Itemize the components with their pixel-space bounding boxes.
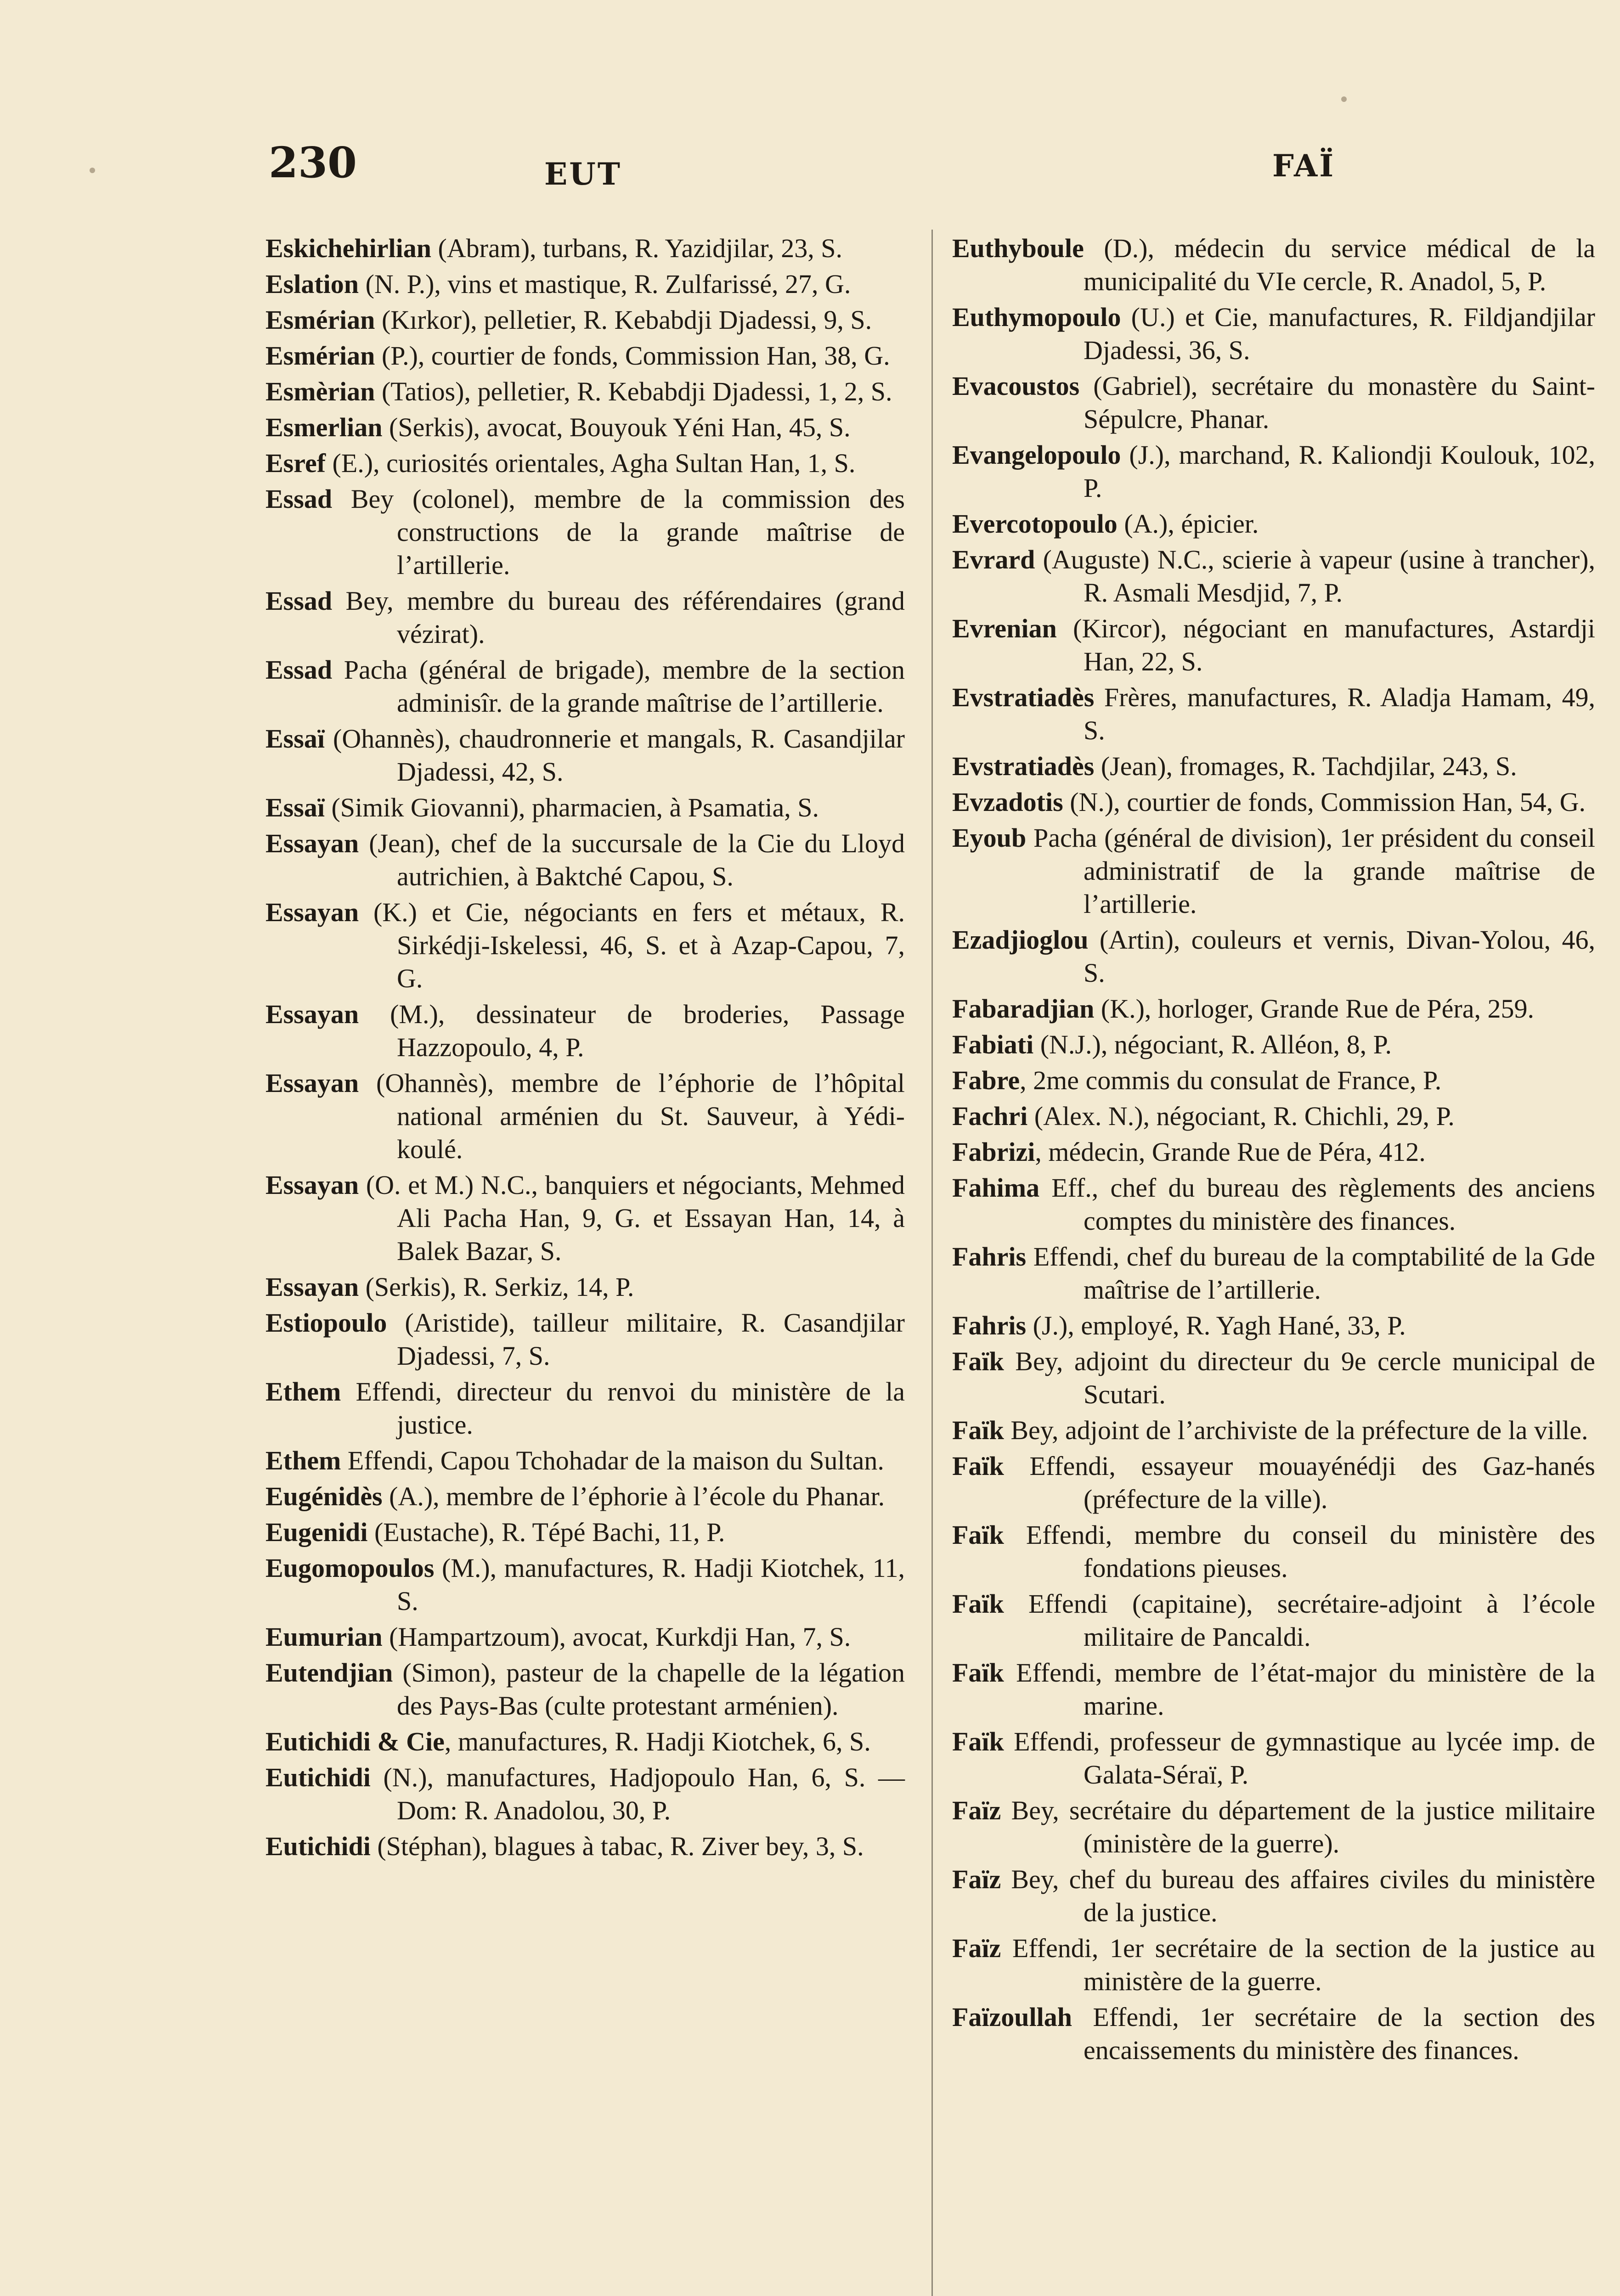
directory-entry: [265, 791, 905, 824]
entry-details: Bey, chef du bureau des affaires civiles du ministère de la justice.: [1001, 1864, 1595, 1927]
entry-name: Fahris: [952, 1311, 1027, 1340]
directory-entry: [952, 1863, 1595, 1929]
directory-entry: [952, 992, 1595, 1025]
entry-name: Essad: [265, 586, 333, 616]
directory-entry: [265, 447, 905, 480]
entry-name: Fahima: [952, 1173, 1040, 1203]
entry-name: Eutichidi: [265, 1762, 371, 1792]
directory-entry: [952, 923, 1595, 990]
directory-entry: [952, 1587, 1595, 1654]
entry-name: Faïk: [952, 1727, 1004, 1756]
entry-name: Euthyboule: [952, 233, 1084, 263]
entry-name: Ethem: [265, 1446, 341, 1475]
directory-entry: [952, 1725, 1595, 1791]
entry-name: Fachri: [952, 1101, 1028, 1131]
entry-details: (Simon), pasteur de la chapelle de la légation des Pays-Bas (culte protestant arménien).: [393, 1658, 905, 1721]
directory-entry: [265, 998, 905, 1064]
directory-entry: [265, 1761, 905, 1827]
entry-details: (O. et M.) N.C., banquiers et négociants, Mehmed Ali Pacha Han, 9, G. et Essayan Han, 14, à Balek Bazar, S.: [359, 1170, 905, 1266]
directory-entry: [265, 304, 905, 337]
entry-name: Ethem: [265, 1377, 341, 1407]
entry-details: (Aristide), tailleur militaire, R. Casandjilar Djadessi, 7, S.: [387, 1308, 905, 1371]
directory-entry: [952, 1519, 1595, 1585]
directory-entry: [952, 507, 1595, 540]
entry-details: (Simik Giovanni), pharmacien, à Psamatia, S.: [324, 793, 819, 822]
directory-entry: [952, 2001, 1595, 2067]
entry-details: (Ohannès), membre de l’éphorie de l’hôpital national arménien du St. Sauveur, à Yédi-koulé.: [359, 1068, 905, 1164]
directory-entry: [952, 1171, 1595, 1238]
entry-name: Fahris: [952, 1242, 1027, 1272]
entry-name: Faïk: [952, 1658, 1004, 1688]
directory-entry: [952, 439, 1595, 505]
entry-details: Eff., chef du bureau des règlements des anciens comptes du ministère des finances.: [1039, 1173, 1595, 1236]
directory-entry: [952, 750, 1595, 783]
entry-details: (Hampartzoum), avocat, Kurkdji Han, 7, S.: [382, 1622, 851, 1652]
entry-name: Essayan: [265, 1170, 359, 1200]
entry-name: Faïzoullah: [952, 2002, 1072, 2032]
entry-details: (Kırkor), pelletier, R. Kebabdji Djadessi, 9, S.: [375, 305, 872, 335]
entry-name: Eyoub: [952, 823, 1027, 853]
left-column: [265, 232, 905, 1866]
directory-entry: [265, 1830, 905, 1863]
entry-name: Essad: [265, 484, 333, 514]
entry-name: Faïk: [952, 1451, 1004, 1481]
entry-name: Essayan: [265, 999, 359, 1029]
directory-entry: [265, 653, 905, 720]
entry-details: Effendi, membre du conseil du ministère des fondations pieuses.: [1004, 1520, 1595, 1583]
entry-details: (J.), employé, R. Yagh Hané, 33, P.: [1026, 1311, 1406, 1340]
entry-name: Eutendjian: [265, 1658, 393, 1688]
entry-name: Ezadjioglou: [952, 925, 1089, 955]
speck: [90, 168, 95, 173]
entry-details: (N.J.), négociant, R. Alléon, 8, P.: [1033, 1030, 1392, 1059]
directory-entry: [265, 722, 905, 788]
directory-entry: [265, 268, 905, 301]
entry-name: Fabrizi: [952, 1137, 1035, 1167]
entry-name: Essayan: [265, 1068, 359, 1098]
entry-name: Eutichidi & Cie: [265, 1727, 445, 1756]
directory-entry: [952, 232, 1595, 298]
entry-details: , 2me commis du consulat de France, P.: [1020, 1065, 1442, 1095]
directory-entry: [952, 822, 1595, 921]
directory-entry: [265, 1444, 905, 1477]
entry-details: (A.), épicier.: [1117, 509, 1259, 539]
directory-entry: [265, 1169, 905, 1268]
directory-entry: [952, 1414, 1595, 1447]
directory-entry: [952, 681, 1595, 747]
entry-details: (A.), membre de l’éphorie à l’école du Phanar.: [382, 1481, 885, 1511]
directory-entry: [265, 585, 905, 651]
page-number: 230: [269, 138, 357, 187]
left-running-head: EUT: [544, 156, 622, 192]
directory-entry: [265, 1725, 905, 1758]
entry-details: (J.), marchand, R. Kaliondji Koulouk, 102, P.: [1084, 440, 1595, 503]
directory-entry: [265, 1480, 905, 1513]
entry-details: (N. P.), vins et mastique, R. Zulfarissé, 27, G.: [359, 269, 851, 299]
directory-entry: [265, 1306, 905, 1373]
entry-details: Frères, manufactures, R. Aladja Hamam, 49, S.: [1084, 682, 1595, 745]
entry-details: Effendi, 1er secrétaire de la section des encaissements du ministère des finances.: [1072, 2002, 1595, 2065]
directory-entry: [952, 301, 1595, 367]
entry-name: Euthymopoulo: [952, 302, 1121, 332]
entry-name: Esmerlian: [265, 412, 383, 442]
column-divider: [931, 230, 933, 2296]
directory-entry: [952, 1064, 1595, 1097]
entry-name: Eskichehirlian: [265, 233, 431, 263]
entry-name: Essayan: [265, 897, 359, 927]
entry-name: Essayan: [265, 828, 359, 858]
entry-name: Evangelopoulo: [952, 440, 1121, 470]
page-header: [269, 138, 1620, 202]
directory-entry: [952, 1345, 1595, 1411]
directory-entry: [265, 1621, 905, 1654]
entry-name: Evrenian: [952, 613, 1057, 643]
directory-entry: [952, 1136, 1595, 1169]
directory-entry: [265, 1552, 905, 1618]
entry-details: (P.), courtier de fonds, Commission Han, 38, G.: [375, 341, 890, 371]
entry-details: Bey (colonel), membre de la commission des constructions de la grande maîtrise de l’artillerie.: [332, 484, 905, 580]
entry-details: (M.), dessinateur de broderies, Passage Hazzopoulo, 4, P.: [359, 999, 905, 1062]
directory-entry: [265, 896, 905, 995]
entry-details: Effendi, professeur de gymnastique au lycée imp. de Galata-Séraï, P.: [1004, 1727, 1595, 1790]
entry-name: Evstratiadès: [952, 682, 1095, 712]
entry-details: , médecin, Grande Rue de Péra, 412.: [1035, 1137, 1426, 1167]
entry-name: Eugénidès: [265, 1481, 383, 1511]
speck: [1341, 96, 1347, 102]
directory-entry: [265, 339, 905, 372]
entry-details: (Serkis), R. Serkiz, 14, P.: [359, 1272, 634, 1302]
entry-details: (M.), manufactures, R. Hadji Kiotchek, 11, S.: [397, 1553, 905, 1616]
entry-name: Faïz: [952, 1933, 1001, 1963]
directory-entry: [265, 483, 905, 582]
entry-name: Faïk: [952, 1415, 1004, 1445]
entry-details: Effendi, directeur du renvoi du ministère de la justice.: [341, 1377, 905, 1440]
entry-name: Esmèrian: [265, 377, 375, 406]
directory-entry: [952, 1309, 1595, 1342]
directory-entry: [952, 1794, 1595, 1860]
directory-entry: [952, 543, 1595, 609]
entry-name: Esmérian: [265, 341, 375, 371]
directory-entry: [265, 411, 905, 444]
entry-details: (K.) et Cie, négociants en fers et métaux, R. Sirkédji-Iskelessi, 46, S. et à Azap-Capou, 7, G.: [359, 897, 905, 993]
entry-name: Estiopoulo: [265, 1308, 387, 1338]
entry-name: Faïk: [952, 1346, 1004, 1376]
entry-name: Evzadotis: [952, 787, 1063, 817]
entry-name: Essayan: [265, 1272, 359, 1302]
entry-details: (K.), horloger, Grande Rue de Péra, 259.: [1094, 994, 1534, 1024]
entry-details: (U.) et Cie, manufactures, R. Fildjandjilar Djadessi, 36, S.: [1084, 302, 1595, 365]
entry-details: (D.), médecin du service médical de la municipalité du VIe cercle, R. Anadol, 5, P.: [1084, 233, 1595, 296]
entry-details: Pacha (général de division), 1er président du conseil administratif de la grande maîtrise de l’artillerie.: [1026, 823, 1595, 919]
entry-name: Eugenidi: [265, 1517, 368, 1547]
directory-entry: [952, 786, 1595, 819]
entry-name: Eslation: [265, 269, 359, 299]
directory-entry: [952, 1656, 1595, 1722]
entry-details: (Jean), chef de la succursale de la Cie du Lloyd autrichien, à Baktché Capou, S.: [359, 828, 905, 891]
directory-entry: [265, 1375, 905, 1441]
entry-name: Faïk: [952, 1589, 1004, 1619]
entry-details: (Ohannès), chaudronnerie et mangals, R. Casandjilar Djadessi, 42, S.: [324, 724, 905, 787]
entry-details: Pacha (général de brigade), membre de la section adminisîr. de la grande maîtrise de l’artillerie.: [332, 655, 905, 718]
entry-details: Bey, membre du bureau des référendaires (grand vézirat).: [332, 586, 905, 649]
entry-name: Faïz: [952, 1795, 1001, 1825]
directory-entry: [952, 1028, 1595, 1061]
entry-details: Effendi, essayeur mouayénédji des Gaz-hanés (préfecture de la ville).: [1004, 1451, 1595, 1514]
entry-details: (Tatios), pelletier, R. Kebabdji Djadessi, 1, 2, S.: [375, 377, 892, 406]
entry-name: Essaï: [265, 793, 325, 822]
entry-details: (Auguste) N.C., scierie à vapeur (usine à trancher), R. Asmali Mesdjid, 7, P.: [1035, 545, 1595, 608]
directory-entry: [952, 1240, 1595, 1306]
entry-details: (E.), curiosités orientales, Agha Sultan Han, 1, S.: [326, 448, 856, 478]
entry-name: Esref: [265, 448, 326, 478]
entry-name: Evstratiadès: [952, 751, 1095, 781]
entry-details: (Alex. N.), négociant, R. Chichli, 29, P.: [1027, 1101, 1455, 1131]
entry-name: Esmérian: [265, 305, 375, 335]
directory-entry: [265, 1656, 905, 1722]
entry-details: (N.), manufactures, Hadjopoulo Han, 6, S. — Dom: R. Anadolou, 30, P.: [370, 1762, 905, 1825]
entry-details: (Serkis), avocat, Bouyouk Yéni Han, 45, S.: [382, 412, 851, 442]
directory-entry: [952, 1100, 1595, 1133]
directory-entry: [265, 827, 905, 893]
right-column: [952, 232, 1595, 2070]
entry-name: Evacoustos: [952, 371, 1080, 401]
entry-details: (Kircor), négociant en manufactures, Astardji Han, 22, S.: [1056, 613, 1595, 676]
entry-name: Essaï: [265, 724, 325, 754]
entry-name: Faïz: [952, 1864, 1001, 1894]
entry-details: Bey, adjoint de l’archiviste de la préfecture de la ville.: [1004, 1415, 1588, 1445]
entry-name: Fabre: [952, 1065, 1020, 1095]
directory-entry: [952, 1450, 1595, 1516]
entry-name: Evercotopoulo: [952, 509, 1118, 539]
entry-details: (Eustache), R. Tépé Bachi, 11, P.: [367, 1517, 725, 1547]
directory-entry: [265, 232, 905, 265]
entry-details: Bey, secrétaire du département de la justice militaire (ministère de la guerre).: [1001, 1795, 1595, 1858]
directory-entry: [952, 612, 1595, 678]
entry-details: (Stéphan), blagues à tabac, R. Ziver bey, 3, S.: [370, 1831, 864, 1861]
entry-details: (Jean), fromages, R. Tachdjilar, 243, S.: [1094, 751, 1517, 781]
entry-details: Bey, adjoint du directeur du 9e cercle municipal de Scutari.: [1004, 1346, 1595, 1409]
entry-name: Faïk: [952, 1520, 1004, 1550]
directory-entry: [265, 1516, 905, 1549]
directory-entry: [265, 1271, 905, 1304]
entry-details: Effendi (capitaine), secrétaire-adjoint à l’école militaire de Pancaldi.: [1004, 1589, 1595, 1652]
entry-name: Eugomopoulos: [265, 1553, 435, 1583]
entry-details: , manufactures, R. Hadji Kiotchek, 6, S.: [444, 1727, 871, 1756]
entry-details: Effendi, chef du bureau de la comptabilité de la Gde maîtrise de l’artillerie.: [1026, 1242, 1595, 1305]
entry-name: Eutichidi: [265, 1831, 371, 1861]
entry-name: Fabiati: [952, 1030, 1034, 1059]
entry-details: (N.), courtier de fonds, Commission Han, 54, G.: [1063, 787, 1586, 817]
entry-name: Evrard: [952, 545, 1035, 574]
directory-entry: [952, 370, 1595, 436]
directory-entry: [265, 375, 905, 408]
right-running-head: FAÏ: [1272, 148, 1336, 184]
entry-name: Essad: [265, 655, 333, 685]
entry-details: (Artin), couleurs et vernis, Divan-Yolou, 46, S.: [1084, 925, 1595, 988]
entry-details: Effendi, membre de l’état-major du ministère de la marine.: [1004, 1658, 1595, 1721]
entry-details: Effendi, 1er secrétaire de la section de la justice au ministère de la guerre.: [1001, 1933, 1595, 1996]
entry-details: (Abram), turbans, R. Yazidjilar, 23, S.: [431, 233, 842, 263]
entry-name: Eumurian: [265, 1622, 383, 1652]
entry-details: Effendi, Capou Tchohadar de la maison du Sultan.: [341, 1446, 884, 1475]
directory-entry: [952, 1932, 1595, 1998]
directory-entry: [265, 1067, 905, 1166]
entry-details: (Gabriel), secrétaire du monastère du Saint-Sépulcre, Phanar.: [1079, 371, 1595, 434]
entry-name: Fabaradjian: [952, 994, 1095, 1024]
